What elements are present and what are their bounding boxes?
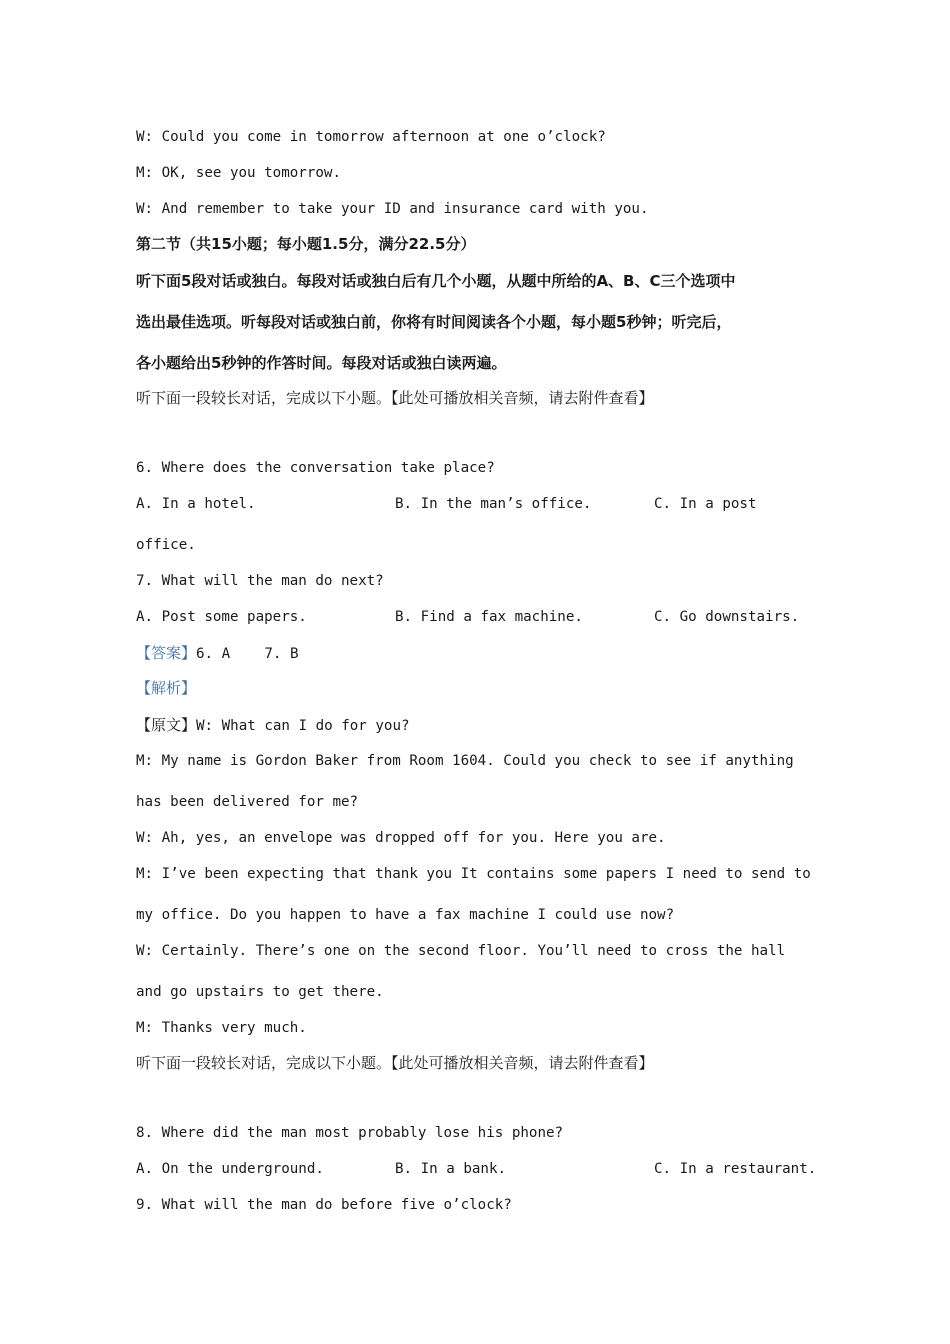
transcript-line: has been delivered for me? — [136, 794, 359, 810]
option-c: C. In a post — [654, 496, 757, 512]
transcript-line: M: I’ve been expecting that thank you It contains some papers I need to send to — [136, 866, 811, 882]
option-c: C. In a restaurant. — [654, 1161, 817, 1177]
transcript-line: my office. Do you happen to have a fax machine I could use now? — [136, 907, 675, 923]
option-c: C. Go downstairs. — [654, 609, 800, 625]
answer-value: 6. A 7. B — [196, 646, 299, 662]
answer-line — [136, 643, 299, 664]
answer-label: 【答案】 — [136, 644, 197, 662]
section-heading: 第二节（共15小题；每小题1.5分，满分22.5分） — [136, 235, 476, 253]
option-a: A. On the underground. — [136, 1161, 324, 1177]
transcript-line: M: My name is Gordon Baker from Room 1604. Could you check to see if anything — [136, 753, 794, 769]
listen-note: 听下面一段较长对话，完成以下小题。【此处可播放相关音频，请去附件查看】 — [136, 389, 654, 407]
option-c-continued: office. — [136, 537, 196, 553]
dialog-line: M: OK, see you tomorrow. — [136, 165, 341, 181]
question-stem: 6. Where does the conversation take place? — [136, 460, 495, 476]
question-stem: 7. What will the man do next? — [136, 573, 384, 589]
question-stem: 9. What will the man do before five o’clock? — [136, 1197, 512, 1213]
transcript-text: W: What can I do for you? — [196, 718, 410, 734]
listen-note: 听下面一段较长对话，完成以下小题。【此处可播放相关音频，请去附件查看】 — [136, 1054, 654, 1072]
section-instruction: 各小题给出5秒钟的作答时间。每段对话或独白读两遍。 — [136, 354, 507, 372]
option-b: B. In a bank. — [395, 1161, 507, 1177]
section-instruction: 选出最佳选项。听每段对话或独白前，你将有时间阅读各个小题，每小题5秒钟；听完后， — [136, 313, 732, 331]
option-a: A. Post some papers. — [136, 609, 307, 625]
section-instruction: 听下面5段对话或独白。每段对话或独白后有几个小题，从题中所给的A、B、C三个选项中 — [136, 272, 736, 290]
transcript-line: W: Certainly. There’s one on the second floor. You’ll need to cross the hall — [136, 943, 786, 959]
transcript-line — [136, 715, 410, 736]
question-stem: 8. Where did the man most probably lose his phone? — [136, 1125, 564, 1141]
option-b: B. Find a fax machine. — [395, 609, 583, 625]
transcript-label: 【原文】 — [136, 716, 197, 734]
analysis-label: 【解析】 — [136, 679, 197, 697]
dialog-line: W: And remember to take your ID and insurance card with you. — [136, 201, 649, 217]
dialog-line: W: Could you come in tomorrow afternoon at one o’clock? — [136, 129, 606, 145]
transcript-line: W: Ah, yes, an envelope was dropped off for you. Here you are. — [136, 830, 666, 846]
option-a: A. In a hotel. — [136, 496, 256, 512]
option-b: B. In the man’s office. — [395, 496, 592, 512]
transcript-line: and go upstairs to get there. — [136, 984, 384, 1000]
transcript-line: M: Thanks very much. — [136, 1020, 307, 1036]
